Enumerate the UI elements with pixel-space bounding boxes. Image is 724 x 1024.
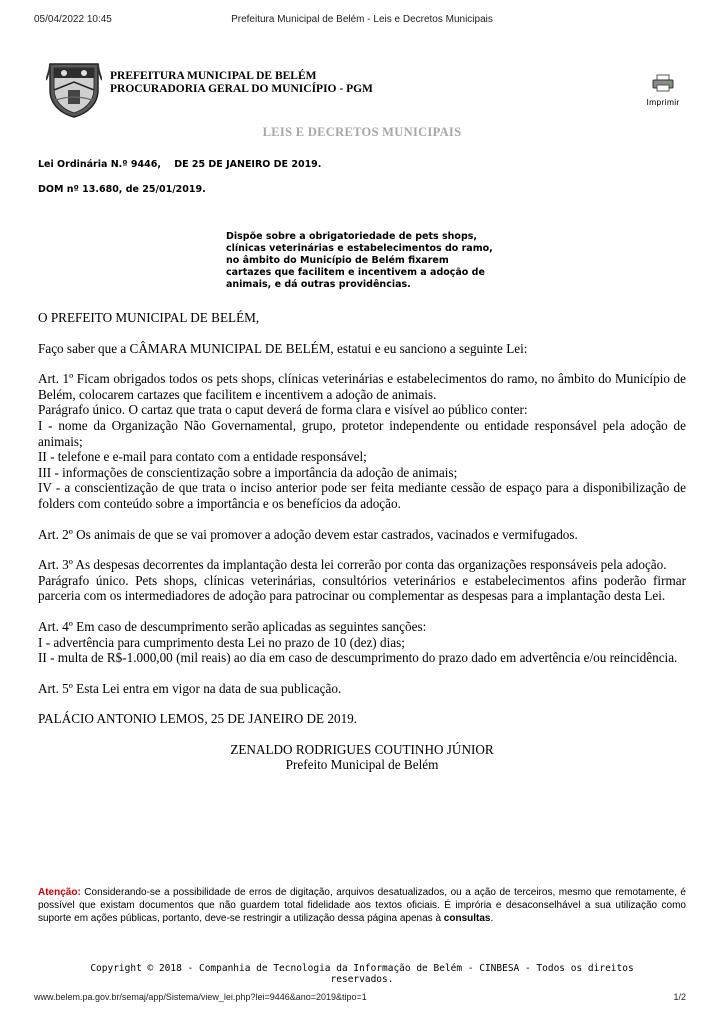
notice-text: Considerando-se a possibilidade de erros de digitação, arquivos desatualizados, ou a ação de terceiros, mesmo que remotamente, é possível que existam documentos que não guardem total fidelidade aos textos oficiais. É imprória e desaconselhável a sua utilização como suporte em ações públicas, portanto, deve-se restringir a utilização dessa página apenas à [38,887,686,924]
summary-line: no âmbito do Município de Belém fixarem [226,255,449,266]
org-line-prefeitura: PREFEITURA MUNICIPAL DE BELÉM [110,70,317,82]
article-1-item-i: I - nome da Organização Não Governamental, grupo, protetor independente ou entidade responsável pela adoção de animais; [38,417,686,449]
summary-line: animais, e dá outras providências. [226,279,411,290]
place-and-date: PALÁCIO ANTONIO LEMOS, 25 DE JANEIRO DE 2019. [38,711,358,727]
print-button[interactable] [641,74,685,107]
article-3: Art. 3º As despesas decorrentes da implantação desta lei correrão por conta das organizações responsáveis pela adoção. [38,557,667,573]
copyright-line: Copyright © 2018 - Companhia de Tecnologia da Informação de Belém - CINBESA - Todos os direitos [90,963,634,974]
copyright-line: reservados. [330,974,394,985]
article-4: Art. 4º Em caso de descumprimento serão aplicadas as seguintes sanções: [38,618,427,634]
article-1-item-iv: IV - a conscientização de que trata o inciso anterior pode ser feita mediante cessão de espaço para a disponibilização de folders com conteúdo sobre a importância e os benefícios da adoção. [38,480,686,511]
disclaimer-notice [38,886,686,925]
organization-header [110,70,373,96]
notice-end: . [490,913,494,924]
print-page-number: 1/2 [673,992,686,1002]
preamble-enactment: Faço saber que a CÂMARA MUNICIPAL DE BELÉM, estatui e eu sanciono a seguinte Lei: [38,340,528,356]
notice-bold-tail: consultas [443,913,491,924]
belem-coat-of-arms-icon [46,60,102,118]
preamble-mayor: O PREFEITO MUNICIPAL DE BELÉM, [38,310,260,325]
copyright [40,963,684,985]
org-line-pgm: PROCURADORIA GERAL DO MUNICÍPIO - PGM [110,83,373,95]
article-1-item-ii: II - telefone e e-mail para contato com a entidade responsável; [38,449,367,465]
signer-title: Prefeito Municipal de Belém [285,757,439,773]
article-4-item-i: I - advertência para cumprimento desta Lei no prazo de 10 (dez) dias; [38,634,405,650]
article-1-item-iii: III - informações de conscientização sobre a importância da adoção de animais; [38,464,458,480]
summary-line: clínicas veterinárias e estabelecimentos do ramo, [226,243,493,254]
section-title: LEIS E DECRETOS MUNICIPAIS [262,125,462,139]
notice-label: Atenção: [38,887,81,898]
print-url: www.belem.pa.gov.br/semaj/app/Sistema/view_lei.php?lei=9446&ano=2019&tipo=1 [34,992,367,1002]
law-body [38,310,686,773]
signer-name: ZENALDO RODRIGUES COUTINHO JÚNIOR [230,741,494,757]
print-datetime: 05/04/2022 10:45 [34,14,112,25]
law-number: Lei Ordinária N.º 9446, DE 25 DE JANEIRO DE 2019. [38,159,322,170]
print-page-title: Prefeitura Municipal de Belém - Leis e Decretos Municipais [231,14,493,25]
printer-icon [651,74,675,92]
article-3-paragraph: Parágrafo único. Pets shops, clínicas veterinárias, consultórios veterinários e estabelecimentos afins poderão firmar parceria com os intermediadores de adoção para patrocinar ou complementar as despesas para a implantação desta Lei. [38,572,686,604]
article-1: Art. 1º Ficam obrigados todos os pets shops, clínicas veterinárias e estabelecimentos do ramo, no âmbito do Município de Belém, colocarem cartazes que facilitem e incentivem a adoção de animais. [38,371,686,402]
summary-line: Dispõe sobre a obrigatoriedade de pets shops, [226,231,478,242]
article-4-item-ii: II - multa de R$-1.000,00 (mil reais) ao dia em caso de descumprimento do prazo dado em advertência e/ou reincidência. [38,650,678,666]
summary-line: cartazes que facilitem e incentivem a adoção de [226,267,485,278]
dom-reference: DOM nº 13.680, de 25/01/2019. [38,184,206,195]
article-5: Art. 5º Esta Lei entra em vigor na data de sua publicação. [38,680,342,696]
print-label[interactable]: Imprimir [646,97,680,107]
law-summary [226,231,516,291]
article-1-paragraph: Parágrafo único. O cartaz que trata o caput deverá de forma clara e visível ao público conter: [38,402,528,418]
article-2: Art. 2º Os animais de que se vai promover a adoção devem estar castrados, vacinados e vermifugados. [38,526,578,542]
